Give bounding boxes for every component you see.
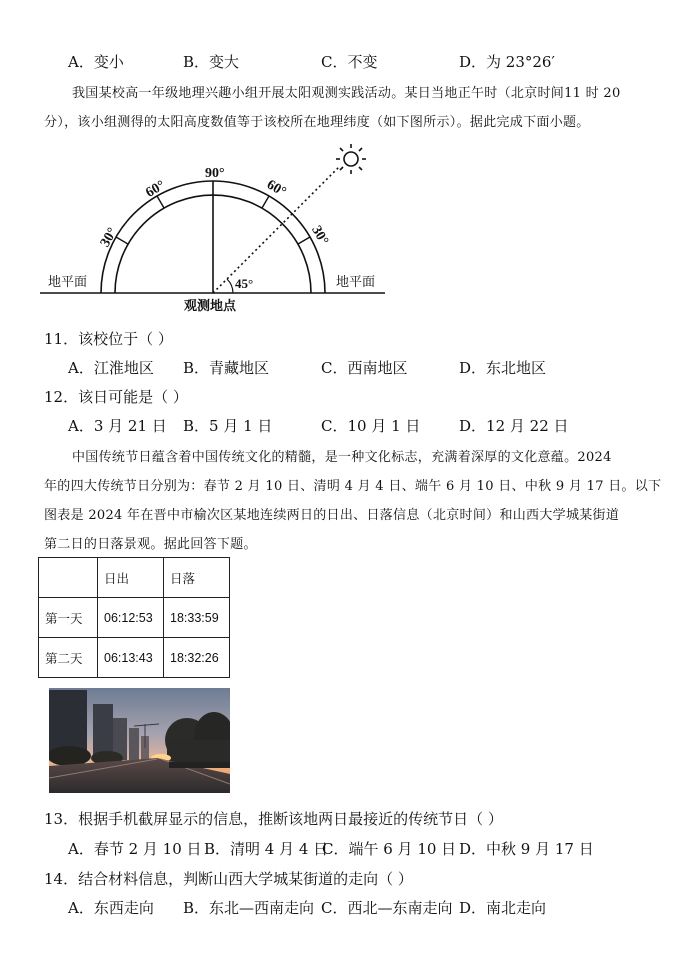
q10-option-a: A．变小 (68, 53, 124, 71)
q13-option-d: D．中秋 9 月 17 日 (459, 840, 594, 858)
q11-option-b: B．青藏地区 (183, 359, 270, 377)
q13-option-a: A．春节 2 月 10 日 (68, 840, 202, 858)
intro2-line2: 年的四大传统节日分别为：春节 2 月 10 日、清明 4 月 4 日、端午 6 月 10 日、中秋 9 月 17 日。以下 (44, 479, 662, 494)
label-60-left: 60° (143, 177, 168, 201)
table-cell: 18:32:26 (164, 638, 230, 678)
tick-30-left (116, 237, 128, 244)
intro2-line3: 图表是 2024 年在晋中市榆次区某地连续两日的日出、日落信息（北京时间）和山西大学城某街道 (44, 508, 620, 523)
tick-60-right (262, 196, 269, 208)
label-horizon-right: 地平面 (336, 275, 376, 290)
intro2-line4: 第二日的日落景观。据此回答下题。 (44, 537, 257, 552)
q12-option-b: B．5 月 1 日 (183, 417, 273, 435)
q13-option-b: B．清明 4 月 4 日 (204, 840, 329, 858)
label-30-left: 30° (97, 225, 121, 250)
intro1-line1: 我国某校高一年级地理兴趣小组开展太阳观测实践活动。某日当地正午时（北京时间11 时 20 (72, 86, 621, 101)
street-sunset-photo (49, 688, 230, 793)
q10-option-b: B．变大 (183, 53, 240, 71)
table-cell: 06:12:53 (98, 598, 164, 638)
table-cell: 18:33:59 (164, 598, 230, 638)
q13-option-c: C．端午 6 月 10 日 (322, 840, 457, 858)
tick-30-right (298, 237, 310, 244)
table-cell: 第一天 (39, 598, 98, 638)
table-header-row (39, 558, 230, 598)
q10-option-d: D．为 23°26′ (459, 53, 555, 71)
q11-option-c: C．西南地区 (321, 359, 408, 377)
table-header-cell (39, 558, 98, 598)
tick-60-left (157, 196, 164, 208)
q11-stem: 11．该校位于（ ） (44, 330, 173, 348)
table-cell: 06:13:43 (98, 638, 164, 678)
label-90: 90° (205, 166, 225, 181)
q12-option-d: D．12 月 22 日 (459, 417, 569, 435)
label-60-right: 60° (263, 177, 289, 201)
intro1-line2: 分），该小组测得的太阳高度数值等于该校所在地理纬度（如下图所示）。据此完成下面小题。 (44, 115, 590, 130)
q13-stem: 13．根据手机截屏显示的信息，推断该地两日最接近的传统节日（ ） (44, 810, 503, 828)
q11-option-d: D．东北地区 (459, 359, 547, 377)
table-header-cell: 日落 (164, 558, 230, 598)
label-observer: 观测地点 (184, 299, 237, 314)
q12-stem: 12．该日可能是（ ） (44, 388, 188, 406)
q14-stem: 14．结合材料信息，判断山西大学城某街道的走向（ ） (44, 870, 413, 888)
angle-45-arc (227, 279, 233, 293)
q14-option-a: A．东西走向 (68, 899, 154, 917)
label-30-right: 30° (308, 223, 332, 248)
q12-option-c: C．10 月 1 日 (321, 417, 421, 435)
sun-altitude-diagram (40, 140, 390, 315)
q10-option-c: C．不变 (321, 53, 378, 71)
sunrise-sunset-table (38, 557, 230, 678)
table-row (39, 638, 230, 678)
table-header-cell: 日出 (98, 558, 164, 598)
q12-option-a: A．3 月 21 日 (68, 417, 167, 435)
q14-option-b: B．东北—西南走向 (183, 899, 315, 917)
q14-option-c: C．西北—东南走向 (321, 899, 453, 917)
intro2-line1: 中国传统节日蕴含着中国传统文化的精髓，是一种文化标志，充满着深厚的文化意蕴。2024 (72, 450, 612, 465)
label-45: 45° (235, 276, 254, 291)
sun-icon (336, 144, 366, 174)
table-cell: 第二天 (39, 638, 98, 678)
q11-option-a: A．江淮地区 (68, 359, 154, 377)
q14-option-d: D．南北走向 (459, 899, 547, 917)
table-row (39, 598, 230, 638)
label-horizon-left: 地平面 (48, 275, 88, 290)
